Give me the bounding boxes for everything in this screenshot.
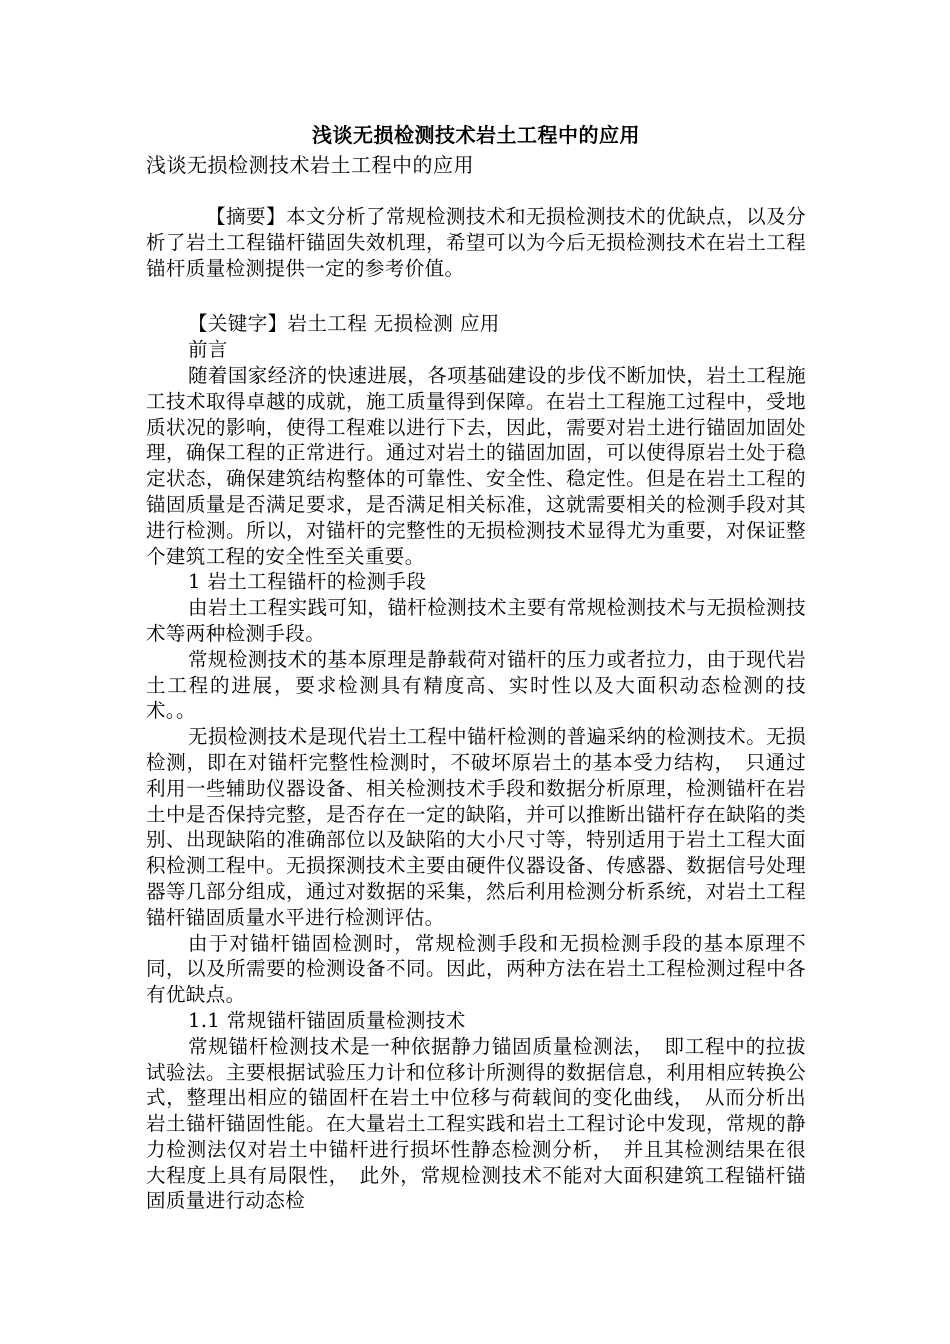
section-heading-1: 1 岩土工程锚杆的检测手段 <box>188 570 427 594</box>
abstract-paragraph: 【摘要】本文分析了常规检测技术和无损检测技术的优缺点，以及分析了岩土工程锚杆锚固失效机理，希望可以为今后无损检测技术在岩土工程锚杆质量检测提供一定的参考价值。 <box>146 205 806 280</box>
spacer <box>146 281 806 311</box>
body-paragraph: 由于对锚杆锚固检测时，常规检测手段和无损检测手段的基本原理不同，以及所需要的检测设备不同。因此，两种方法在岩土工程检测过程中各有优缺点。 <box>146 931 806 1007</box>
body-paragraph: 常规锚杆检测技术是一种依据静力锚固质量检测法， 即工程中的拉拔试验法。主要根据试验压力计和位移计所测得的数据信息，利用相应转换公式，整理出相应的锚固杆在岩土中位移与荷载间的变化曲线， 从而分析出岩土锚杆锚固性能。在大量岩土工程实践和岩土工程讨论中发现，常规的静力检测法仅对岩土中锚杆进行损坏性静态检测分析， 并且其检测结果在很大程度上具有局限性， 此外，常规检测技术不能对大面积建筑工程锚杆锚固质量进行动态检 <box>146 1034 806 1213</box>
document-page <box>146 118 806 1214</box>
spacer <box>146 178 806 204</box>
keywords-paragraph: 【关键字】岩土工程 无损检测 应用 <box>188 312 500 336</box>
document-subtitle: 浅谈无损检测技术岩土工程中的应用 <box>146 153 474 177</box>
section-heading-preface: 前言 <box>188 338 228 362</box>
body-paragraph: 由岩土工程实践可知，锚杆检测技术主要有常规检测技术与无损检测技术等两种检测手段。 <box>146 596 806 645</box>
body-paragraph: 无损检测技术是现代岩土工程中锚杆检测的普遍采纳的检测技术。无损检测，即在对锚杆完整性检测时，不破坏原岩土的基本受力结构， 只通过利用一些辅助仪器设备、相关检测技术手段和数据分析原理，检测锚杆在岩土中是否保持完整，是否存在一定的缺陷，并可以推断出锚杆存在缺陷的类别、出现缺陷的准确部位以及缺陷的大小尺寸等，特别适用于岩土工程大面积检测工程中。无损探测技术主要由硬件仪器设备、传感器、数据信号处理器等几部分组成，通过对数据的采集，然后利用检测分析系统，对岩土工程锚杆锚固质量水平进行检测评估。 <box>146 725 806 929</box>
section-heading-1-1: 1.1 常规锚杆锚固质量检测技术 <box>188 1008 466 1032</box>
body-paragraph: 随着国家经济的快速进展，各项基础建设的步伐不断加快，岩土工程施工技术取得卓越的成就，施工质量得到保障。在岩土工程施工过程中，受地质状况的影响，使得工程难以进行下去，因此，需要对岩土进行锚固加固处理，确保工程的正常进行。通过对岩土的锚固加固，可以使得原岩土处于稳定状态，确保建筑结构整体的可靠性、安全性、稳定性。但是在岩土工程的锚固质量是否满足要求，是否满足相关标准，这就需要相关的检测手段对其进行检测。所以，对锚杆的完整性的无损检测技术显得尤为重要，对保证整个建筑工程的安全性至关重要。 <box>146 363 806 568</box>
body-paragraph: 常规检测技术的基本原理是静载荷对锚杆的压力或者拉力，由于现代岩土工程的进展，要求检测具有精度高、实时性以及大面积动态检测的技术。。 <box>146 647 806 723</box>
document-title: 浅谈无损检测技术岩土工程中的应用 <box>312 123 640 147</box>
